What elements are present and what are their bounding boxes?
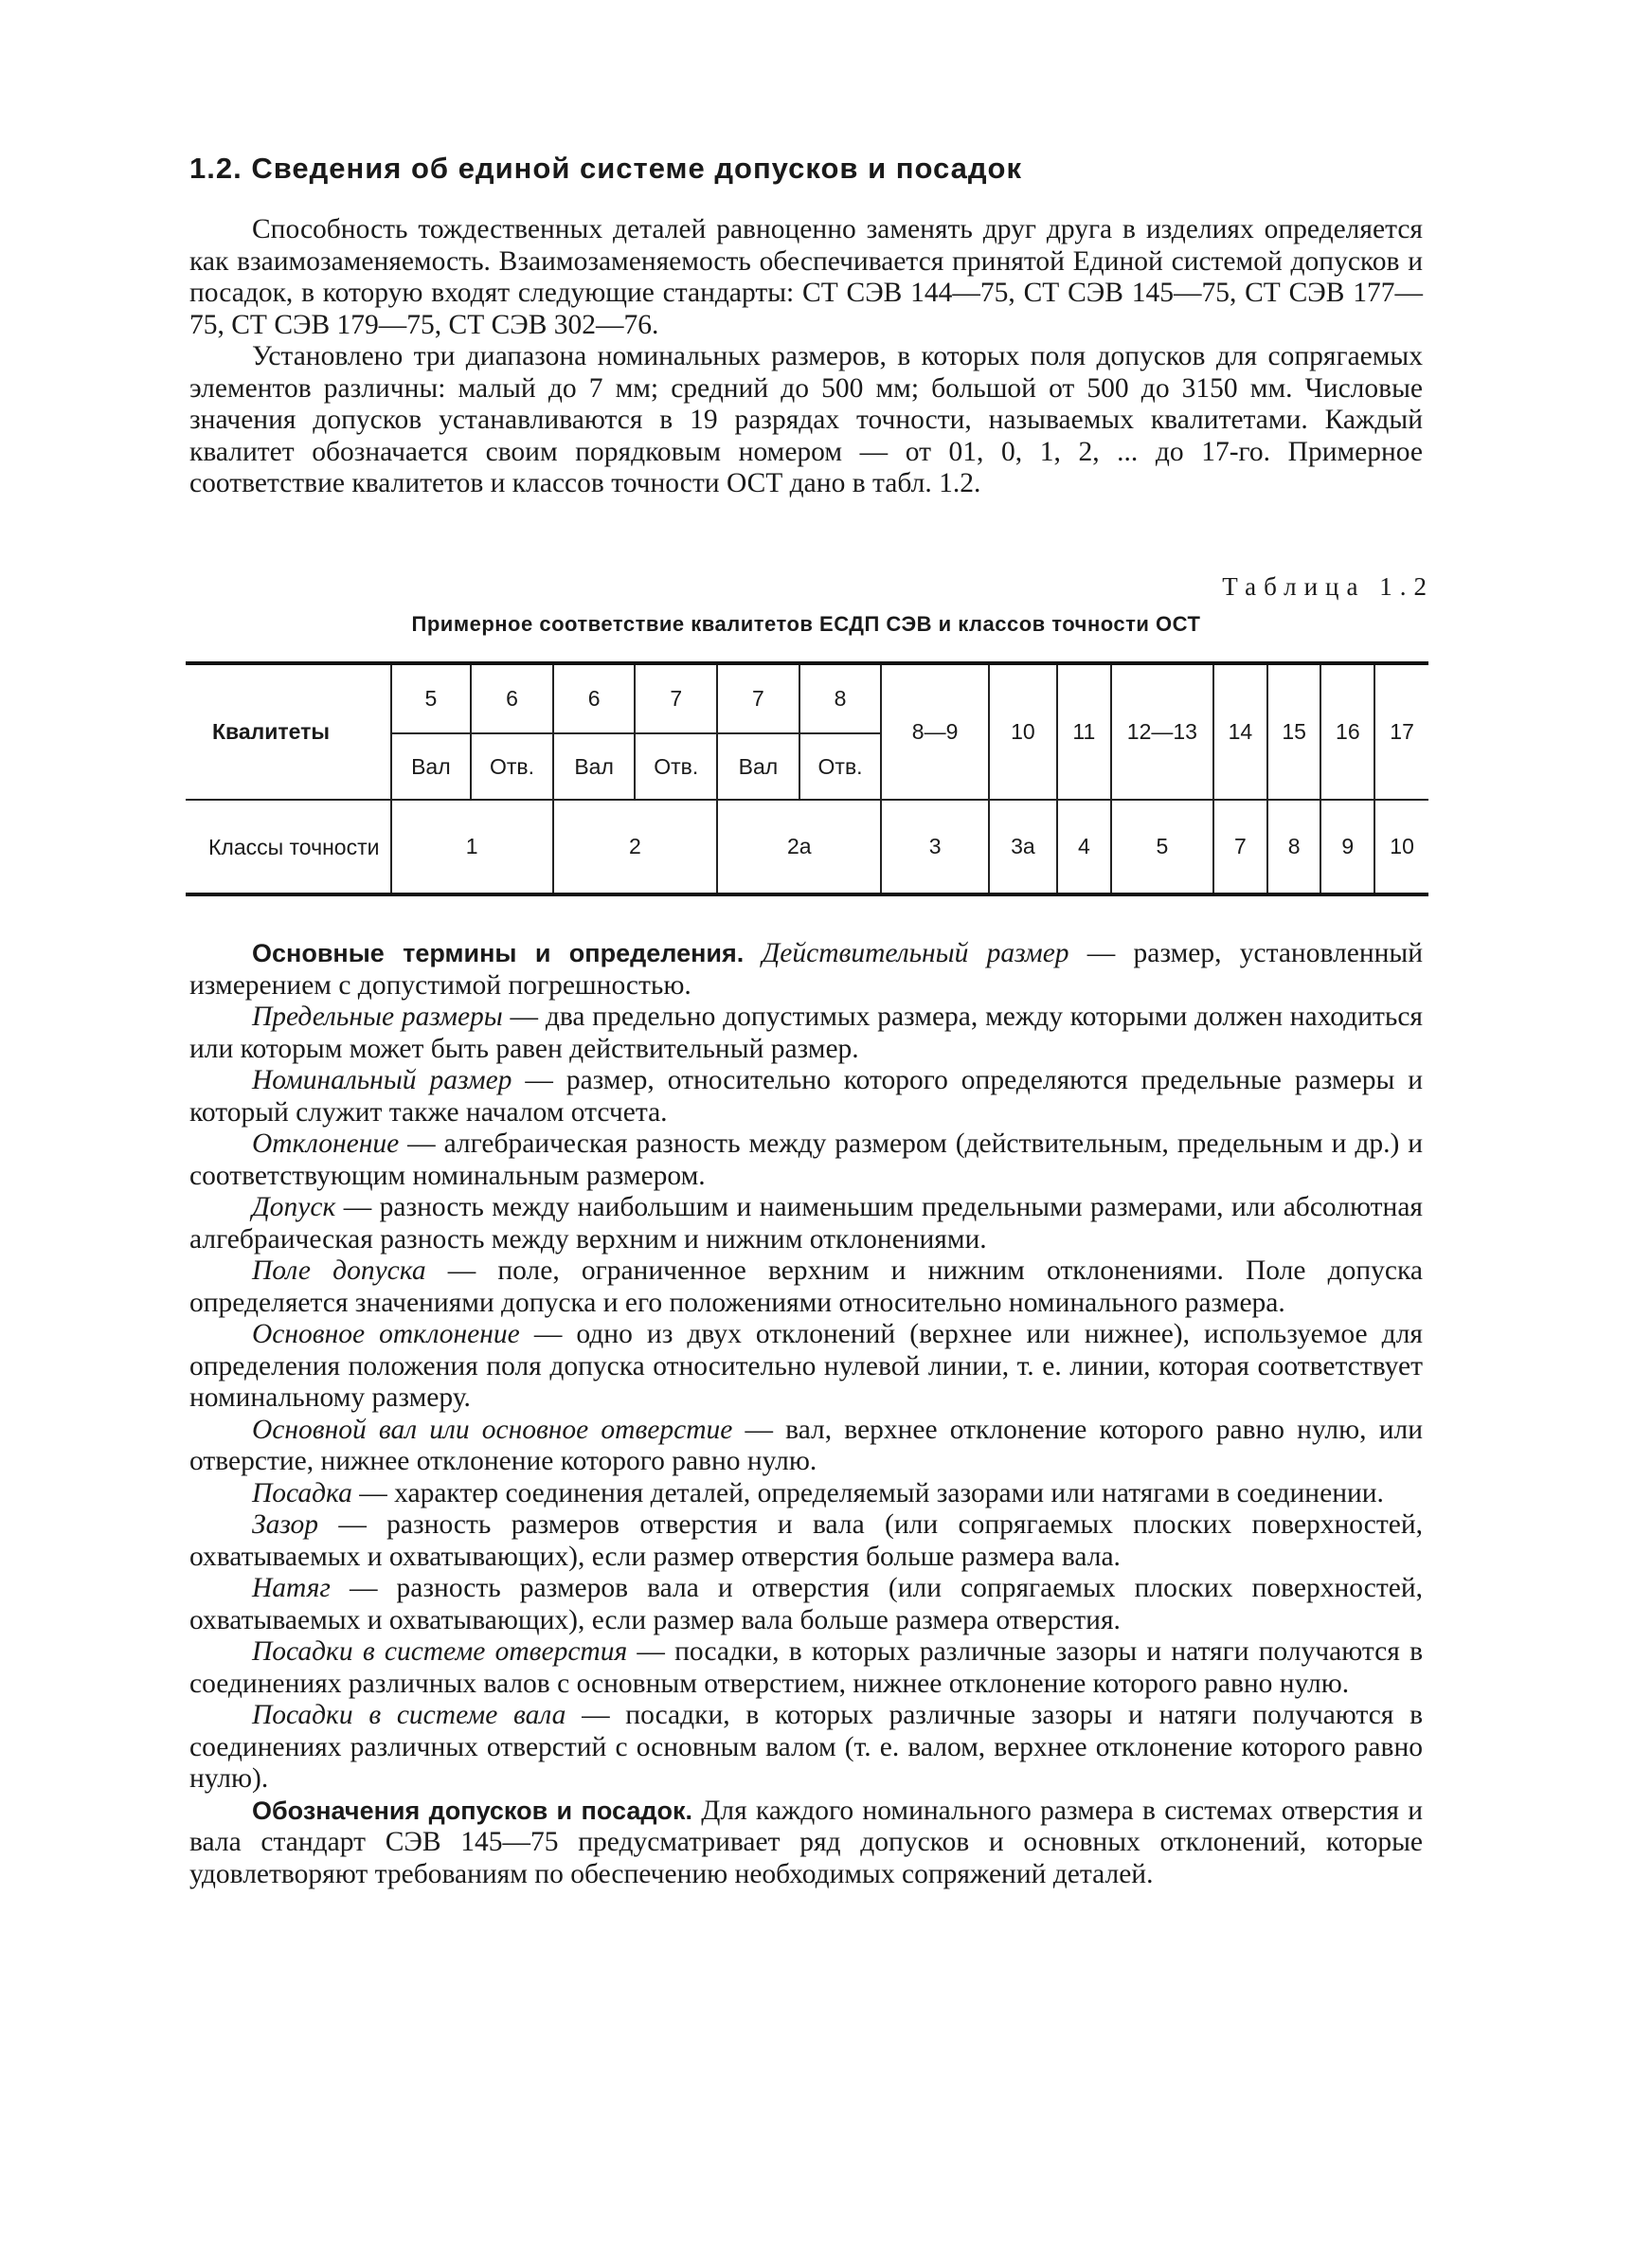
definition-term: Действительный размер xyxy=(762,938,1069,968)
section-title: 1.2. Сведения об единой системе допусков и посадок xyxy=(189,152,1023,185)
class-value: 3 xyxy=(881,800,988,894)
definition-term: Номинальный размер xyxy=(252,1065,512,1095)
definition-paragraph xyxy=(189,1255,1423,1319)
definition-paragraph xyxy=(189,1065,1423,1128)
class-row-header: Классы точности xyxy=(186,800,391,894)
definition-paragraph xyxy=(189,1415,1423,1478)
qual-type: Отв. xyxy=(799,733,882,800)
qualitet-row-header: Квалитеты xyxy=(186,663,391,800)
class-value: 9 xyxy=(1320,800,1374,894)
class-value: 3а xyxy=(989,800,1057,894)
class-value: 4 xyxy=(1057,800,1111,894)
definition-paragraph xyxy=(189,1509,1423,1573)
definition-term: Допуск xyxy=(252,1192,336,1222)
definition-text: — поле, ограниченное верхним и нижним отклонениями. Поле допуска определяется значениями допуска и его положениями относительно номинального размера. xyxy=(189,1255,1423,1318)
qual-single: 15 xyxy=(1267,663,1321,800)
closing-paragraph xyxy=(189,1796,1423,1891)
qual-number: 5 xyxy=(391,663,472,733)
definition-paragraph xyxy=(189,1636,1423,1700)
qual-type: Вал xyxy=(553,733,636,800)
definition-term: Натяг xyxy=(252,1573,331,1603)
definition-term: Посадки в системе вала xyxy=(252,1700,566,1730)
definition-term: Посадка xyxy=(252,1477,352,1508)
definition-term: Посадки в системе отверстия xyxy=(252,1636,628,1667)
definitions-heading: Основные термины и определения. xyxy=(252,939,745,967)
definition-text: — размер, относительно которого определяются предельные размеры и который служит также началом отсчета. xyxy=(189,1065,1423,1128)
qual-type: Вал xyxy=(391,733,472,800)
definition-text: — одно из двух отклонений (верхнее или нижнее), используемое для определения положения поля допуска относительно нулевой линии, т. е. линии, которая соответствует номинальному размеру. xyxy=(189,1319,1423,1413)
class-value: 5 xyxy=(1111,800,1213,894)
definition-term: Зазор xyxy=(252,1509,318,1540)
qual-single: 14 xyxy=(1213,663,1267,800)
intro-text xyxy=(189,214,1423,500)
qual-number: 7 xyxy=(717,663,799,733)
definition-paragraph xyxy=(189,1478,1423,1510)
qual-number: 6 xyxy=(471,663,553,733)
class-value: 2а xyxy=(717,800,881,894)
definition-term: Предельные размеры xyxy=(252,1002,503,1032)
definition-paragraph xyxy=(189,1319,1423,1415)
qual-single: 8—9 xyxy=(881,663,988,800)
qual-type: Отв. xyxy=(471,733,553,800)
definition-term: Основное отклонение xyxy=(252,1319,520,1349)
definition-text: — два предельно допустимых размера, между которыми должен находиться или которым может быть равен действительный размер. xyxy=(189,1002,1423,1064)
definition-text: — разность размеров вала и отверстия (или сопрягаемых плоских поверхностей, охватываемых и охватывающих), если размер вала больше размера отверстия. xyxy=(189,1573,1423,1635)
qual-number: 7 xyxy=(635,663,717,733)
qual-single: 16 xyxy=(1320,663,1374,800)
class-value: 10 xyxy=(1374,800,1428,894)
class-value: 8 xyxy=(1267,800,1321,894)
qual-single: 17 xyxy=(1374,663,1428,800)
qual-single: 11 xyxy=(1057,663,1111,800)
closing-text: Для каждого номинального размера в системах отверстия и вала стандарт СЭВ 145—75 предусматривает ряд допусков и основных отклонений, которые удовлетворяют требованиям по обеспечению необходимых сопряжений деталей. xyxy=(189,1795,1423,1889)
qual-number: 8 xyxy=(799,663,882,733)
table-caption: Примерное соответствие квалитетов ЕСДП СЭВ и классов точности ОСТ xyxy=(411,612,1201,636)
definition-text: — посадки, в которых различные зазоры и натяги получаются в соединениях различных валов с основным отверстием, нижнее отклонение которого равно нулю. xyxy=(189,1636,1423,1699)
definitions-text xyxy=(189,938,1423,1890)
table-label: Таблица 1.2 xyxy=(1222,572,1434,601)
intro-paragraph-1: Способность тождественных деталей равноценно заменять друг друга в изделиях определяется как взаимозаменяемость. Взаимозаменяемость обеспечивается принятой Единой системой допусков и посадок, в которую входят следующие стандарты: СТ СЭВ 144—75, СТ СЭВ 145—75, СТ СЭВ 177—75, СТ СЭВ 179—75, СТ СЭВ 302—76. xyxy=(189,214,1423,340)
qual-type: Вал xyxy=(717,733,799,800)
class-value: 1 xyxy=(391,800,553,894)
definition-text: — посадки, в которых различные зазоры и натяги получаются в соединениях различных отверстий с основным валом (т. е. валом, верхнее отклонение которого равно нулю). xyxy=(189,1700,1423,1794)
definition-paragraph xyxy=(189,1002,1423,1065)
definition-text: — характер соединения деталей, определяемый зазорами или натягами в соединении. xyxy=(351,1477,1384,1508)
qual-type: Отв. xyxy=(635,733,717,800)
definition-text: — вал, верхнее отклонение которого равно нулю, или отверстие, нижнее отклонение которого равно нулю. xyxy=(189,1414,1423,1476)
qual-single: 10 xyxy=(989,663,1057,800)
qualitet-table xyxy=(186,661,1428,896)
definition-term: Основной вал или основное отверстие xyxy=(252,1414,733,1445)
intro-paragraph-2: Установлено три диапазона номинальных размеров, в которых поля допусков для сопрягаемых элементов различны: малый до 7 мм; средний до 500 мм; большой от 500 до 3150 мм. Числовые значения допусков устанавливаются в 19 разрядах точности, называемых квалитетами. Каждый квалитет обозначается своим порядковым номером — от 01, 0, 1, 2, ... до 17-го. Примерное соответствие квалитетов и классов точности ОСТ дано в табл. 1.2. xyxy=(189,341,1423,498)
closing-heading: Обозначения допусков и посадок. xyxy=(252,1796,692,1825)
definition-paragraph xyxy=(189,1700,1423,1796)
class-value: 7 xyxy=(1213,800,1267,894)
definition-text: — разность размеров отверстия и вала (или сопрягаемых плоских поверхностей, охватываемых и охватывающих), если размер отверстия больше размера вала. xyxy=(189,1509,1423,1572)
definition-paragraph xyxy=(189,1128,1423,1192)
class-value: 2 xyxy=(553,800,717,894)
definition-paragraph xyxy=(189,1192,1423,1255)
definition-term: Отклонение xyxy=(252,1128,400,1159)
definition-term: Поле допуска xyxy=(252,1255,426,1286)
definition-paragraph xyxy=(189,938,1423,1002)
qual-number: 6 xyxy=(553,663,636,733)
definition-text: — размер, установленный измерением с допустимой погрешностью. xyxy=(189,938,1424,1001)
definition-text: — разность между наибольшим и наименьшим предельными размерами, или абсолютная алгебраическая разность между верхним и нижним отклонениями. xyxy=(189,1192,1423,1255)
qual-single: 12—13 xyxy=(1111,663,1213,800)
definition-paragraph xyxy=(189,1573,1423,1636)
definition-text: — алгебраическая разность между размером (действительным, предельным и др.) и соответствующим номинальным размером. xyxy=(189,1128,1423,1191)
